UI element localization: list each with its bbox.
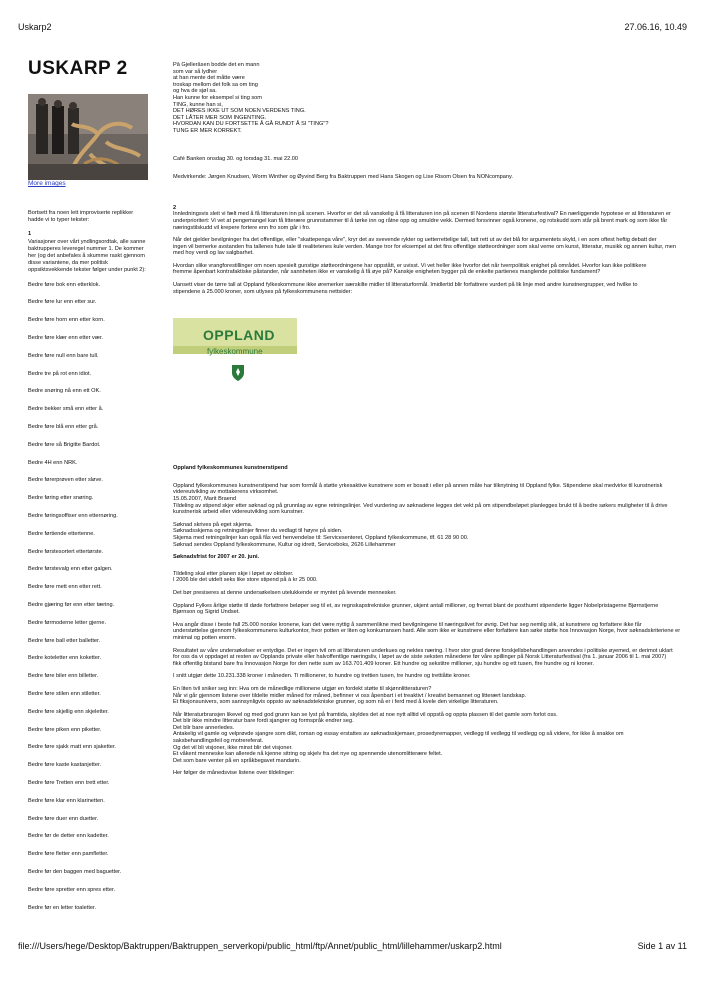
paragraph [173,237,683,257]
text-line: stipendene à 25.000 kroner, som utlyses på fylkeskommunens nettsider: [173,288,353,295]
proverb-item: Bedre førstevalg enn etter galgen. [28,566,113,573]
text-line: saksbehandlingsfeil og motrereferat. [173,738,264,745]
main-content [173,62,683,783]
text-line: Når det gjelder bevilgninger fra det offentlige, eller "skattepenga våre", kryr det av svevende rykter og uetterrettelige tall, tatt rett ut av det blå for argumentets skyld, i en som oftest heftig debatt der [173,237,657,244]
logo-subtitle: fylkeskommune [207,347,263,357]
text-line: Og det vil bli visjoner, ikke minst blir det visjoner. [173,744,293,751]
proverb-item: Bedre førstesortert ettertørste. [28,548,104,555]
proverb-item: Bedre bekker små enn etter å. [28,406,104,413]
poem-line: DET HØRES IKKE UT SOM NOEN VERDENS TING. [173,108,306,115]
text-line: Skjema med retningslinjer kan også fås ved henvendelse til: Servicesenteret, Oppland fylkeskommune, tlf. 61 28 90 00. [173,535,469,541]
print-header-datetime: 27.06.16, 10.49 [624,22,687,32]
print-footer-path: file:///Users/hege/Desktop/Baktruppen/Baktruppen_serverkopi/public_html/ftp/Annet/public_html/lillehammer/uskarp2.html [18,941,502,951]
text-line: fikk offentlig bistand bare fra Innovasjon Norge for den nette sum av 163.701.409 kroner. Ett hundre og sekstitre millioner, sju hundre og ett tusen, fire hundre og ni kroner. [173,660,594,667]
text-line: Det blir ikke mindre litteratur bare fordi sjangrer og formspråk endrer seg. [173,718,354,725]
proverb-item: Bedre førmoderne letter gjerne. [28,619,107,626]
text-line: Det blir bare annerledes. [173,724,235,731]
paragraph [173,673,683,680]
text-line: Søknad sendes Oppland fylkeskommune, Kultur og idrett, Serviceboks, 2626 Lillehammer [173,541,396,548]
text-line: En liten tvil sniker seg inn: Hva om de månedlige millionene utgjør en fordekt støtte til skjønnlitteraturen? [173,685,432,692]
proverb-item: Bedre før en letter toaletter. [28,904,97,911]
poem-line: TUNG ER MER KORREKT. [173,127,242,134]
paragraph [173,686,683,706]
poem-line: DET LÅTER MER SOM INGENTING. [173,114,267,121]
text-line: med hoy verdi og lav salgbarhet. [173,250,254,257]
poem-line: Han kunne for eksempel si ting som [173,94,262,101]
proverb-item: Bedre føre fletter enn pamfletter. [28,851,109,858]
proverb-item: Bedre før den baggen med baguetter. [28,868,122,875]
text-line: fremme åpenbart kontrafaktiske påstander, når sannheten ikke er vanskelig å få øye på? Kanskje enigheten bygger på de enkelte partienes manglende politiske fundament? [173,269,601,276]
text-line: kunstnerisk arbeid eller videreutvikling som kunstner. [173,509,304,516]
proverb-item: Bedre føring etter snøring. [28,495,94,502]
text-line: Når vi går gjennom listene over tildelte midler måned for måned, befinner vi oss åpenbart i et treaktivt / kreativt bemannet og litterært landskap. [173,692,527,699]
proverb-item: Bedre førerprøven etter sløve. [28,477,103,484]
text-line: understøttelse gjennom fylkeskommunens kulturkontor, hvor potten er liten og konkurransen hard. Alle som ikke er kunstnere eller forfattere kan søke støtte hos Innovasjon Norge, hvor søknadskriteriene er [173,628,681,635]
text-line: næringstilskudd vil krepere fortere enn fro som går i fro. [173,224,311,231]
stipend-heading: Oppland fylkeskommunes kunstnerstipend [173,465,288,472]
poem-line: På Gjelleråsen bodde det en mann [173,62,260,68]
proverb-item: Bedre føre horn enn etter korn. [28,317,105,324]
paragraph [173,622,683,642]
logo-name: OPPLAND [203,327,275,344]
proverb-item: Bedre føre null enn bare tull. [28,352,99,359]
text-line: Her følger de månedsvise listene over tildelinger: [173,770,295,777]
text-line: Bjørnson og Sigrid Undset. [173,609,240,616]
text-line: I 2006 ble det utdelt seks like store stipend på à kr 25 000. [173,577,318,584]
performance-photo[interactable] [28,94,148,180]
proverb-item: Bedre føre kaste kastanjetter. [28,762,102,769]
proverb-list [28,282,150,912]
text-line: Det som bare venter på en språkbegavet mandarin. [173,757,301,764]
text-line: Søknad skrives på eget skjema. [173,521,253,528]
print-footer-page: Side 1 av 11 [637,941,687,951]
proverb-item: Bedre snøring nå enn ett OK. [28,388,101,395]
text-line: Oppland Fylkes årlige støtte til døde forfattrere beløper seg til et, av regnskapstrekniske grunner, ukjent antall millioner, og fremst blant de posthumt stipenderte ligger Nobelpristagerne Bjørnstjerne [173,602,659,609]
proverb-item: Bedre føre bok enn etterklok. [28,281,101,288]
sidebar-text [28,210,150,922]
more-images-link[interactable]: More images [28,180,66,187]
proverb-item: Bedre føre skjellig enn skjeletter. [28,708,109,715]
text-line: Tildeling skal etter planen skje i løpet av oktober. [173,570,294,577]
proverb-item: Bedre føre duer enn duetter. [28,815,99,822]
text-line: Tildeling av stipend skjer etter søknad og på grunnlag av egne retningslinjer. Ved vurdering av søknadene legges det vekt på om stipendbeløpet planlegges brukt til å bedre søkers muligheter til å drive [173,502,668,509]
text-line: Resultatet av våre undersøkelser er entydige. Det er ingen tvil om at litteraturen underkues og nektes næring. I hvor stor grad denne forskjellsbehandlingen anvendes i politiske øyemed, er derimot uklart [173,647,673,654]
proverb-item: Bedre før de detter enn kadetter. [28,833,109,840]
poem-line: at han mente det måtte være [173,75,245,82]
text-line: for oss da vi oppdaget at resten av Opplands private eller halvoffentlige næringsliv, i løpet av de siste seksten månedene før våre spillinger på Norsk Litteraturfestival (fra 1. januar 2006 til 1. mai 2007) [173,654,667,661]
oppland-logo [173,318,297,410]
section-2-paragraph [173,211,683,231]
text-line: Hva angår disse i beste fall 25.000 norske kronene, kan det være nyttig å sammenlikne med bevilgningene til næringslivet for øvrig. Det har seg nemlig slik, at kunstnere og forfattere ikke får [173,621,642,628]
text-line: I snitt utgjør dette 10.231.338 kroner i måneden. Ti millionerer, to hundre og trettien tusen, tre hundre og trettiåtte kroner. [173,673,471,680]
proverb-item: Bedre føre piken enn piketter. [28,726,102,733]
proverb-item: Bedre føre stilen enn stiletter. [28,690,101,697]
paragraph [173,282,683,295]
poem [173,62,683,135]
proverb-item: Bedre føre klær enn etter vær. [28,335,103,342]
proverb-item: Bedre gjæring før enn etter tæring. [28,601,115,608]
text-line: Når litteraturbransjen likevel og med god grunn kan se lyst på framtida, skyldes det at noe nytt alltid vil oppstå og oppta plassen til det gamle som forlot oss. [173,711,558,718]
credits-line: Medvirkende: Jørgen Knudsen, Worm Winther og Øyvind Berg fra Baktruppen med Hans Skogen og Lise Risom Olsen fra NONcompany. [173,174,513,181]
text-line: Uansett viser de tørre tall at Oppland fylkeskommune ikke øremerker særskilte midler til litteraturformål. Imidlertid blir forfattrere vurdert på lik linje med andre kunstnergrupper, ved hvilke to [173,282,638,289]
proverb-item: Bedre føre lur enn etter sur. [28,299,97,306]
text-line: ingen vil bemerke avstanden fra tallenes hule tale til realitetenes kule verden. Mange tror for eksempel at det fins offentlige støtteordninger som skal verne om kunst, litteratur, musikk og annen kultur, men [173,243,676,250]
poem-line: og hva de sjøl sa. [173,88,217,95]
paragraph [173,770,683,777]
poem-line: troskap mellom det folk sa om ting [173,81,258,88]
venue-line: Café Banken onsdag 30. og torsdag 31. mai 22.00 [173,155,299,162]
proverb-item: Bedre 4H enn NRK. [28,459,78,466]
paragraph [173,590,683,597]
sidebar-intro: Bortsett fra noen lett improviserte replikker hadde vi to typer tekster: [28,210,134,224]
text-line: Et fiksjonsunivers, som sannsynligvis oppsto av søknadstekniske grunner, og som nå er i ferd med å kvele den virkelige litteraturen. [173,699,499,706]
proverb-item: Bedre føre så Brigitte Bardot. [28,441,101,448]
text-line: videreutvikling av mottakerens virksomhet. [173,489,279,496]
proverb-item: Bedre føringsoffiser enn etternøring. [28,512,118,519]
print-header-title: Uskarp2 [18,22,52,32]
deadline-heading: Søknadsfrist for 2007 er 20. juni. [173,554,260,561]
text-line: Oppland fylkeskommunes kunstnerstipend har som formål å støtte yrkesaktive kunstnere som er bosatt i eller på annen måte har tilknytning til Oppland fylke. Stipendene skal medvirke til kunstnerisk [173,482,663,489]
text-line: Innledningsvis sleit vi fælt med å få litteraturen inn på scenen. Hvorfor er det så vanskelig å få litteraturen inn på scenen til Nordens største litteraturfestival? En nærliggende hypotese er at litteraturen er [173,211,671,218]
proverb-item: Bedre føre Tretten enn trett etter. [28,779,110,786]
text-line: 15.05.2007, Marit Braend [173,496,237,503]
text-line: Søknadsskjema og retningslinjer finner du vedlagt til høyre på siden. [173,528,343,535]
paragraph [173,263,683,276]
proverb-item: Bedre føre sjakk matt enn sjaketter. [28,744,116,751]
paragraph [173,522,683,548]
paragraph [173,571,683,584]
section-1-text: Variasjoner over vårt yndlingsordtak, alle sanne baktrupperes leveregel nummer 1. De kommer her (og det anbefales å skumme raskt gjennom disse variantene, da mer politisk oppsiktsvekkende tekster følger under punkt 2): [28,238,146,274]
coat-of-arms-icon [231,364,245,382]
paragraph [173,712,683,765]
paragraph [173,483,683,516]
text-line: Antakelig vil gamle og velprøvde sjangre som dikt, roman og essay erstattes av søknadsskjemaer, prosedyremapper, vedlegg til vedlegg til vedlegg og så videre, for ikke å snakke om [173,731,624,738]
proverb-item: Bedre koteletter enn koketter. [28,655,102,662]
proverb-item: Bedre føre mett enn etter rett. [28,584,102,591]
text-line: Det bør presiseres at denne undersøkelsen utelukkende er myntet på levende mennesker. [173,589,397,596]
proverb-item: Bedre føre biler enn billetter. [28,673,99,680]
proverb-item: Bedre tre på rot enn idiot. [28,370,92,377]
poem-line: TING, kunne han si, [173,101,223,108]
text-line: Et våkent menneske kan allerede nå kjenne sitring og skjelv fra det nye og spennende utenomlitterære feltet. [173,751,443,758]
text-line: underprioritert: Vi vet at pengemangel kan få litterære grunnstammer til å tørke inn og råtne opp og smuldre vekk. Dermed forsvinner også kronene, og rotskudd som står på brent mark og som ikke får [173,217,668,224]
proverb-item: Bedre føre klar enn klarinetten. [28,797,105,804]
text-line: Hvordan slike vrangforestillinger om noen spesielt gunstige støtteordningene har oppstått, er uvisst. Vi vet heller ikke hvorfor det når tverrpolitisk enighet på området. Hvorfor kan ikke politikere [173,262,647,269]
proverb-item: Bedre føre spretter enn spres etter. [28,886,116,893]
proverb-item: Bedre føre ball etter balletter. [28,637,101,644]
poem-line: som var så lydher [173,68,218,75]
proverb-item: Bedre føre blå enn etter grå. [28,424,99,430]
section-number-1: 1 [28,231,32,238]
page-title: USKARP 2 [28,58,128,79]
poem-line: HVORDAN KAN DU FORTSETTE Å GÅ RUNDT Å SI "TING"? [173,121,329,128]
paragraph [173,648,683,668]
section-number-2: 2 [173,204,177,211]
proverb-item: Bedre førtiende ettertenne. [28,530,95,537]
paragraph [173,603,683,616]
text-line: minimal og potten enorm. [173,634,237,641]
